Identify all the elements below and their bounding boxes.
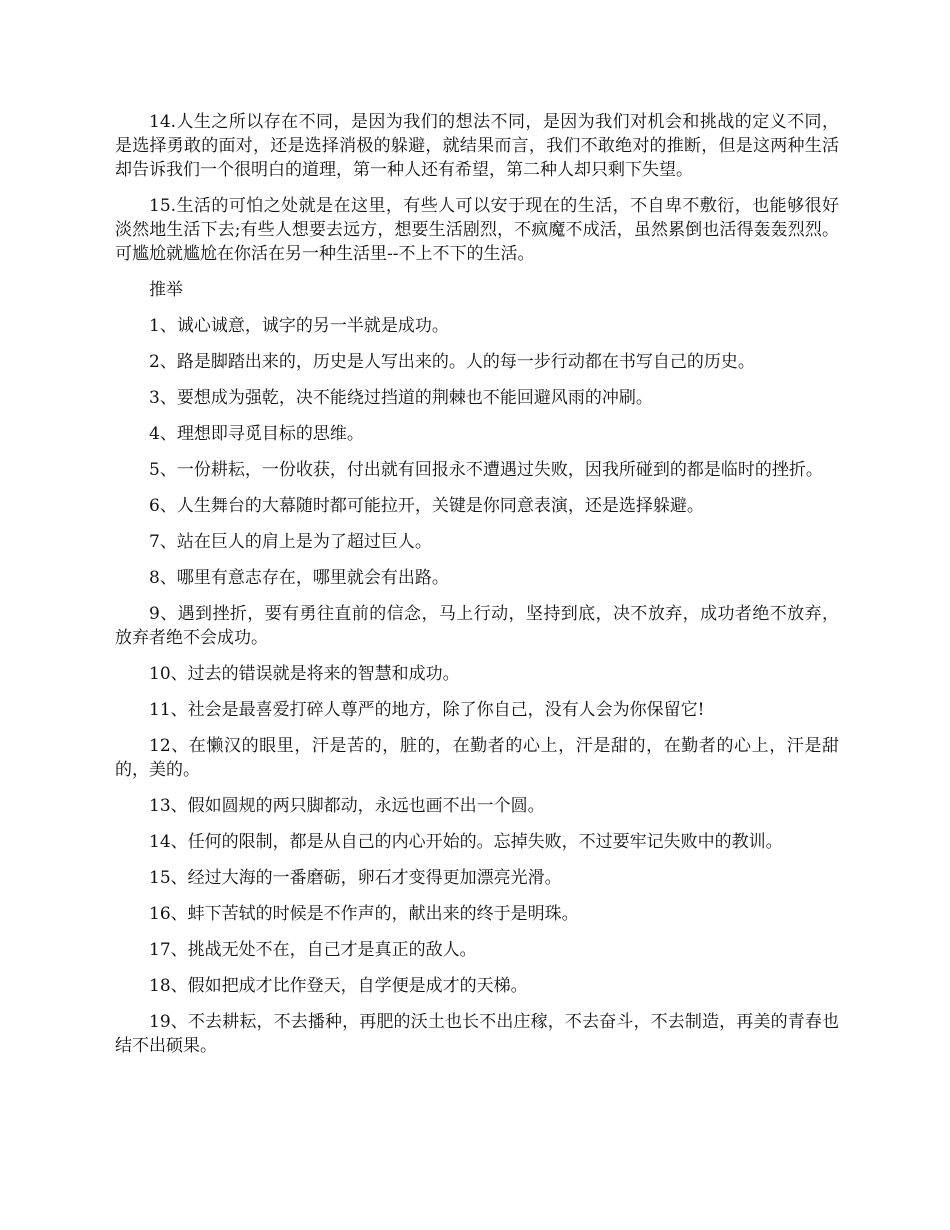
paragraph: 14.人生之所以存在不同，是因为我们的想法不同，是因为我们对机会和挑战的定义不同，是选择勇敢的面对，还是选择消极的躲避，就结果而言，我们不敢绝对的推断，但是这两种生活却告诉我们一个很明白的道理，第一种人还有希望，第二种人却只剩下失望。: [115, 112, 839, 180]
list-item: 1、诚心诚意，诚字的另一半就是成功。: [149, 316, 449, 336]
list-item: 13、假如圆规的两只脚都动，永远也画不出一个圆。: [149, 796, 545, 816]
document-body: [115, 110, 839, 1070]
list-item: 8、哪里有意志存在，哪里就会有出路。: [149, 568, 449, 588]
section-heading: 推举: [149, 280, 183, 300]
list-item: 3、要想成为强乾，决不能绕过挡道的荆棘也不能回避风雨的冲刷。: [149, 388, 653, 408]
list-item: 14、任何的限制，都是从自己的内心开始的。忘掉失败，不过要牢记失败中的教训。: [149, 832, 783, 852]
list-item: 16、蚌下苦轼的时候是不作声的，献出来的终于是明珠。: [149, 904, 579, 924]
list-item: 10、过去的错误就是将来的智慧和成功。: [149, 664, 460, 684]
list-item: 19、不去耕耘，不去播种，再肥的沃土也长不出庄稼，不去奋斗，不去制造，再美的青春也结不出硕果。: [115, 1012, 839, 1056]
list-item: 6、人生舞台的大幕随时都可能拉开，关键是你同意表演，还是选择躲避。: [149, 496, 704, 516]
list-item: 11、社会是最喜爱打碎人尊严的地方，除了你自己，没有人会为你保留它!: [149, 700, 705, 720]
list-item: 5、一份耕耘，一份收获，付出就有回报永不遭遇过失败，因我所碰到的都是临时的挫折。: [149, 460, 823, 480]
list-item: 17、挑战无处不在，自己才是真正的敌人。: [149, 940, 477, 960]
list-item: 4、理想即寻觅目标的思维。: [149, 424, 364, 444]
list-item: 18、假如把成才比作登天，自学便是成才的天梯。: [149, 976, 528, 996]
list-item: 15、经过大海的一番磨砺，卵石才变得更加漂亮光滑。: [149, 868, 562, 888]
list-item: 12、在懒汉的眼里，汗是苦的，脏的，在勤者的心上，汗是甜的，在勤者的心上，汗是甜的，美的。: [115, 736, 839, 780]
list-item: 2、路是脚踏出来的，历史是人写出来的。人的每一步行动都在书写自己的历史。: [149, 352, 755, 372]
list-item: 9、遇到挫折，要有勇往直前的信念，马上行动，坚持到底，决不放弃，成功者绝不放弃，放弃者绝不会成功。: [115, 604, 839, 648]
list-item: 7、站在巨人的肩上是为了超过巨人。: [149, 532, 432, 552]
paragraph: 15.生活的可怕之处就是在这里，有些人可以安于现在的生活，不自卑不敷衍，也能够很好淡然地生活下去;有些人想要去远方，想要生活剧烈，不疯魔不成活，虽然累倒也活得轰轰烈烈。可尴尬就尴尬在你活在另一种生活里--不上不下的生活。: [115, 196, 839, 264]
